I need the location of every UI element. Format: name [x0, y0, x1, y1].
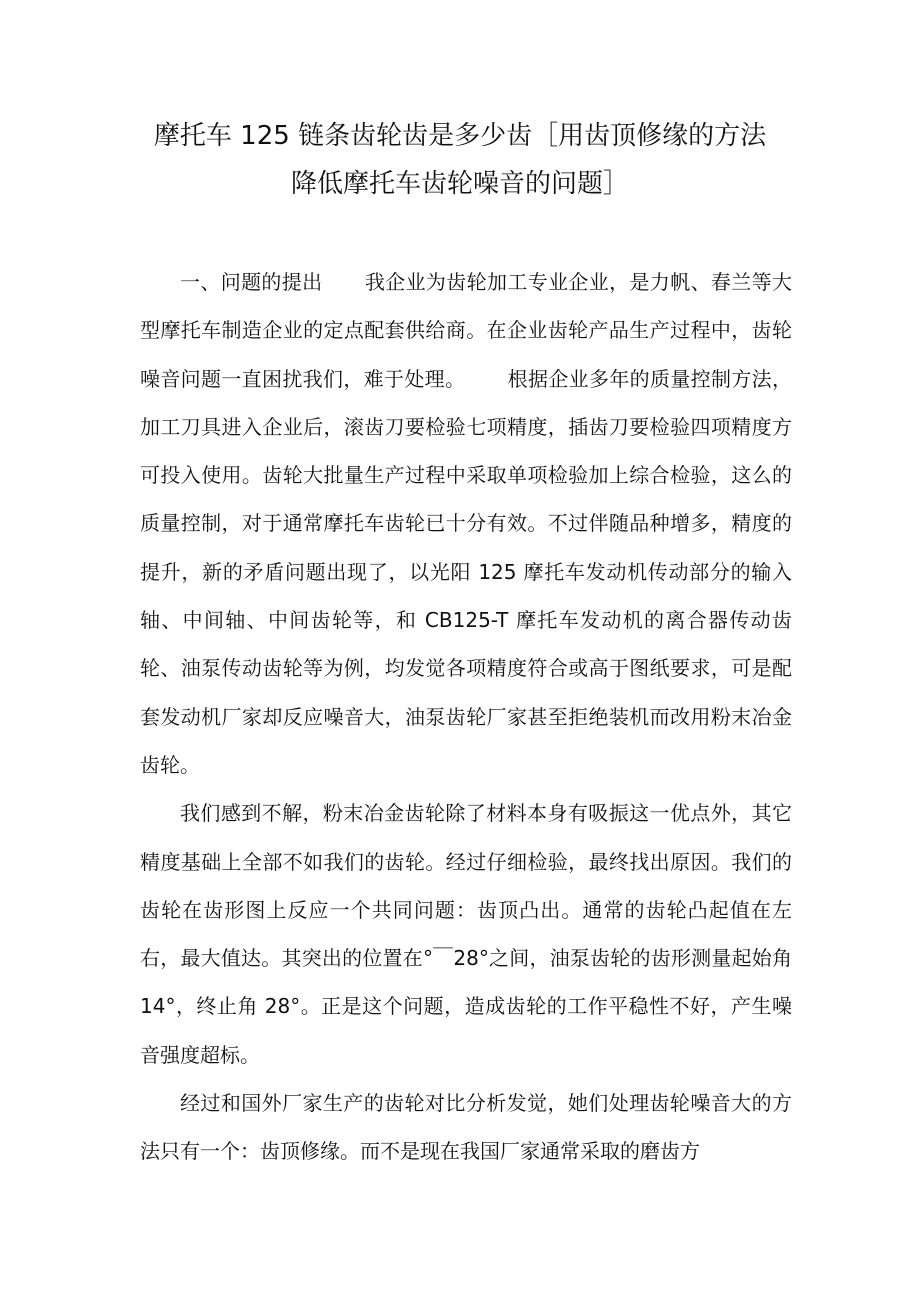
title-line-2: 降低摩托车齿轮噪音的问题］ [290, 169, 629, 199]
paragraph-2: 我们感到不解，粉末冶金齿轮除了材料本身有吸振这一优点外，其它精度基础上全部不如我们的齿轮。经过仔细检验，最终找出原因。我们的齿轮在齿形图上反应一个共同问题：齿顶凸出。通常的齿轮凸起值在左右，最大值达。其突出的位置在°￣28°之间，油泵齿轮的齿形测量起始角 14°，终止角 28°。正是这个问题，造成齿轮的工作平稳性不好，产生噪音强度超标。 [140, 801, 792, 1067]
title-line-1: 摩托车 125 链条齿轮齿是多少齿［用齿顶修缘的方法 [153, 121, 767, 151]
paragraph-1-text-b: 根据企业多年的质量控制方法，加工刀具进入企业后，滚齿刀要检验七项精度，插齿刀要检验四项精度方可投入使用。齿轮大批量生产过程中采取单项检验加上综合检验，这么的质量控制，对于通常摩托车齿轮已十分有效。不过伴随品种增多，精度的提升，新的矛盾问题出现了，以光阳 125 摩托车发动机传动部分的输入轴、中间轴、中间齿轮等，和 CB125-T 摩托车发动机的离合器传动齿轮、油泵传动齿轮等为例，均发觉各项精度符合或高于图纸要求，可是配套发动机厂家却反应噪音大，油泵齿轮厂家甚至拒绝装机而改用粉末冶金齿轮。 [140, 366, 793, 777]
paragraph-1 [140, 258, 792, 789]
paragraph-3: 经过和国外厂家生产的齿轮对比分析发觉，她们处理齿轮噪音大的方法只有一个：齿顶修缘。而不是现在我国厂家通常采取的磨齿方 [140, 1091, 792, 1164]
paragraph-1-text-a: 我企业为齿轮加工专业企业，是力帆、春兰等大型摩托车制造企业的定点配套供给商。在企业齿轮产品生产过程中，齿轮噪音问题一直困扰我们，难于处理。 [140, 270, 792, 391]
document-body [140, 258, 792, 1176]
section-heading: 一、问题的提出 [180, 270, 323, 294]
document-title [120, 112, 800, 208]
